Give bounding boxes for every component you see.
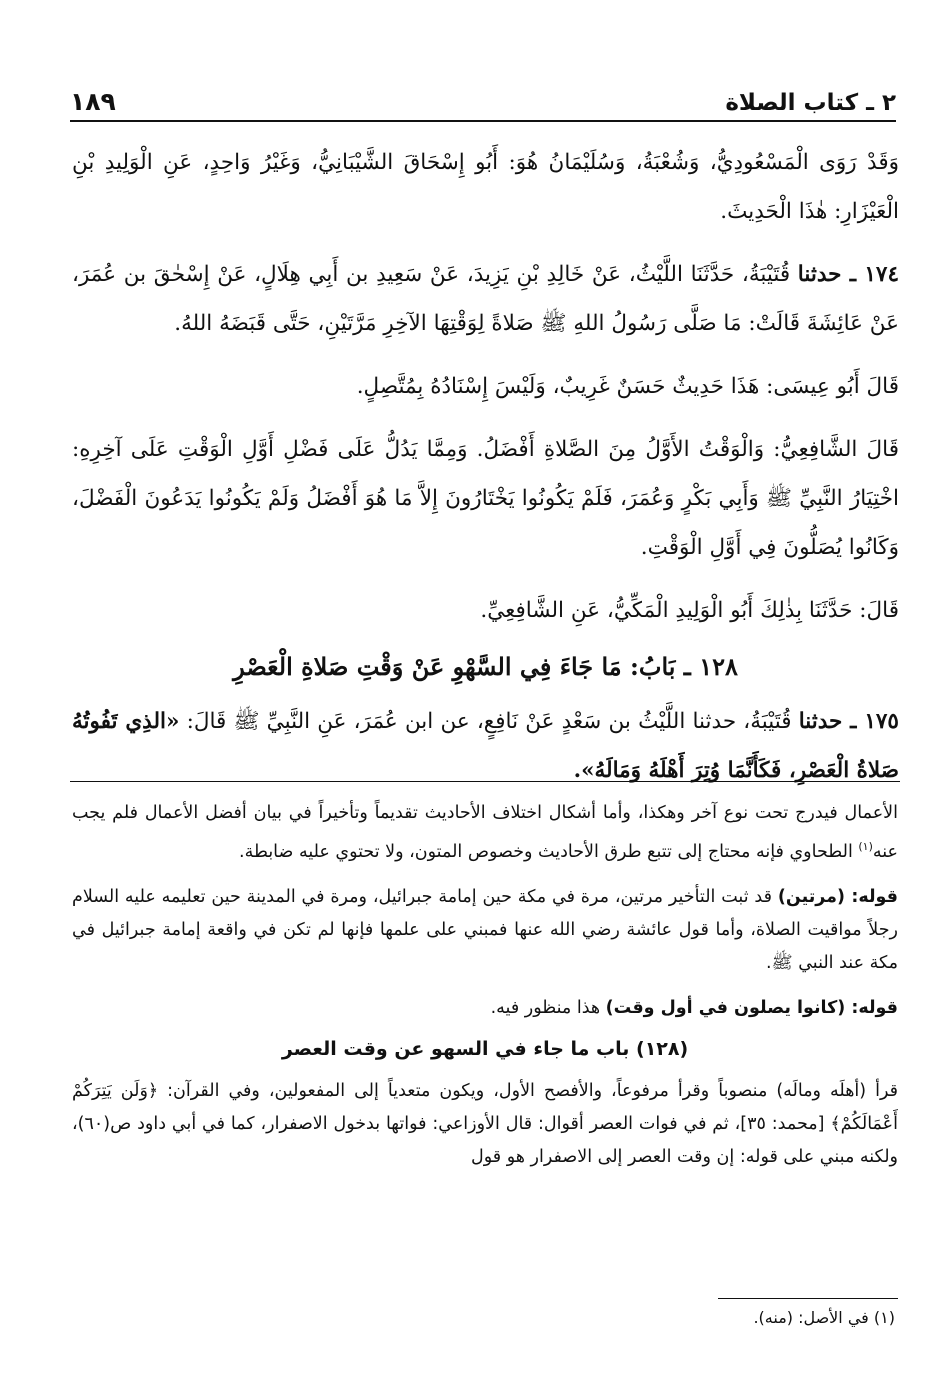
commentary-paragraph-3 xyxy=(72,992,898,1025)
commentary-text: هذا منظور فيه. xyxy=(490,997,606,1018)
commentary-paragraph-4: قرأ (أهلَه ومالَه) منصوباً وقرأ مرفوعاً، والأفصح الأول، ويكون متعدياً إلى المفعولين، وفي القرآن: ﴿وَلَن يَتِرَكُمْ أَعْمَالَكُمْ﴾ [محمد: ٣٥]، ثم في فوات العصر أقوال: قال الأوزاعي: فواتها بدخول الاصفرار، كما في أبي داود ص(٦٠)، ولكنه مبني على قوله: إن وقت العصر إلى الاصفرار هو قول xyxy=(72,1080,898,1167)
page-number: ١٨٩ xyxy=(70,87,116,116)
footnote-reference: (١) xyxy=(858,840,873,853)
hadith-174 xyxy=(72,250,899,348)
commentary xyxy=(72,797,898,1174)
paragraph-qala: قَالَ: حَدَّثَنَا بِذٰلِكَ أَبُو الْوَلِيدِ الْمَكِّيُّ، عَنِ الشَّافِعِيِّ. xyxy=(480,598,899,623)
paragraph-shafii: قَالَ الشَّافِعِيُّ: وَالْوَقْتُ الأَوَّلُ مِنَ الصَّلاةِ أَفْضَلُ. وَمِمَّا يَدُلُّ عَلَى فَضْلِ أَوَّلِ الْوَقْتِ عَلَى آخِرِهِ: اخْتِيَارُ النَّبِيِّ ﷺ وَأَبِي بَكْرٍ وَعُمَرَ، فَلَمْ يَكُونُوا يَخْتَارُونَ إِلاَّ مَا هُوَ أَفْضَلُ وَلَمْ يَكُونُوا يَدَعُونَ الْفَضْلَ، وَكَانُوا يُصَلُّونَ فِي أَوَّلِ الْوَقْتِ. xyxy=(72,437,899,560)
commentary-label: قوله: (مرتين) xyxy=(777,886,898,907)
running-title: ٢ ـ كتاب الصلاة xyxy=(725,90,896,116)
commentary-label: قوله: (كانوا يصلون في أول وقت) xyxy=(605,997,898,1018)
commentary-divider xyxy=(70,781,900,782)
hadith-175-number: ١٧٥ ـ حدثنا xyxy=(798,709,899,734)
hadith-175-quote: «الذِي تَفُوتُهُ صَلاةُ الْعَصْرِ، فَكَأَنَّمَا وُتِرَ أَهْلَهُ وَمَالَهُ». xyxy=(72,709,899,783)
chapter-title: ١٢٨ ـ بَابُ: مَا جَاءَ فِي السَّهْوِ عَنْ وَقْتِ صَلاةِ الْعَصْرِ xyxy=(233,652,738,681)
paragraph-narration: وَقَدْ رَوَى الْمَسْعُودِيُّ، وَشُعْبَةُ، وَسُلَيْمَانُ هُوَ: أَبُو إِسْحَاقَ الشَّيْبَانِيُّ، وَغَيْرُ وَاحِدٍ، عَنِ الْوَلِيدِ بْنِ الْعَيْزَارِ: هٰذَا الْحَدِيثَ. xyxy=(72,150,899,224)
commentary-paragraph-2 xyxy=(72,881,898,980)
footnote-divider xyxy=(718,1298,898,1299)
footnote: (١) في الأصل: (منه). xyxy=(753,1308,895,1327)
commentary-chapter-title: (١٢٨) باب ما جاء في السهو عن وقت العصر xyxy=(281,1037,689,1060)
hadith-174-number: ١٧٤ ـ حدثنا xyxy=(797,262,900,287)
page-header xyxy=(70,64,896,122)
commentary-paragraph-1 xyxy=(72,797,898,869)
commentary-text: قد ثبت التأخير مرتين، مرة في مكة حين إمامة جبرائيل، ومرة في المدينة حين تعليمه عليه السلام رجلاً مواقيت الصلاة، وأما قول عائشة رضي الله عنها فمبني على علمها فإنها لم تكن في واقعة إمامة جبرائيل في مكة عند النبي ﷺ. xyxy=(72,886,898,973)
paragraph-abu-isa: قَالَ أَبُو عِيسَى: هَذَا حَدِيثٌ حَسَنٌ غَرِيبٌ، وَلَيْسَ إِسْنَادُهُ بِمُتَّصِلٍ. xyxy=(356,374,899,399)
commentary-text: الطحاوي فإنه محتاج إلى تتبع طرق الأحاديث وخصوص المتون، ولا تحتوي عليه ضابطة. xyxy=(239,841,859,862)
hadith-174-text: قُتَيْبَةُ، حَدَّثَنَا اللَّيْثُ، عَنْ خَالِدِ بْنِ يَزِيدَ، عَنْ سَعِيدِ بن أَبِي هِلَالٍ، عَنْ إِسْحٰقَ بن عُمَرَ، عَنْ عَائِشَةَ قَالَتْ: مَا صَلَّى رَسُولُ اللهِ ﷺ صَلاةً لِوَقْتِهَا الآخِرِ مَرَّتَيْنِ، حَتَّى قَبَضَهُ اللهُ. xyxy=(72,262,899,336)
hadith-175-text: قُتَيْبَةُ، حدثنا اللَّيْثُ بن سَعْدٍ عَنْ نَافِعٍ، عن ابن عُمَرَ، عَنِ النَّبِيِّ ﷺ قَالَ: xyxy=(186,709,792,734)
main-text xyxy=(72,138,899,795)
commentary-text: الأعمال فيدرج تحت نوع آخر وهكذا، وأما أشكال اختلاف الأحاديث تقديماً وتأخيراً في بيان أفضل الأعمال فلم يجب عنه xyxy=(72,803,898,862)
